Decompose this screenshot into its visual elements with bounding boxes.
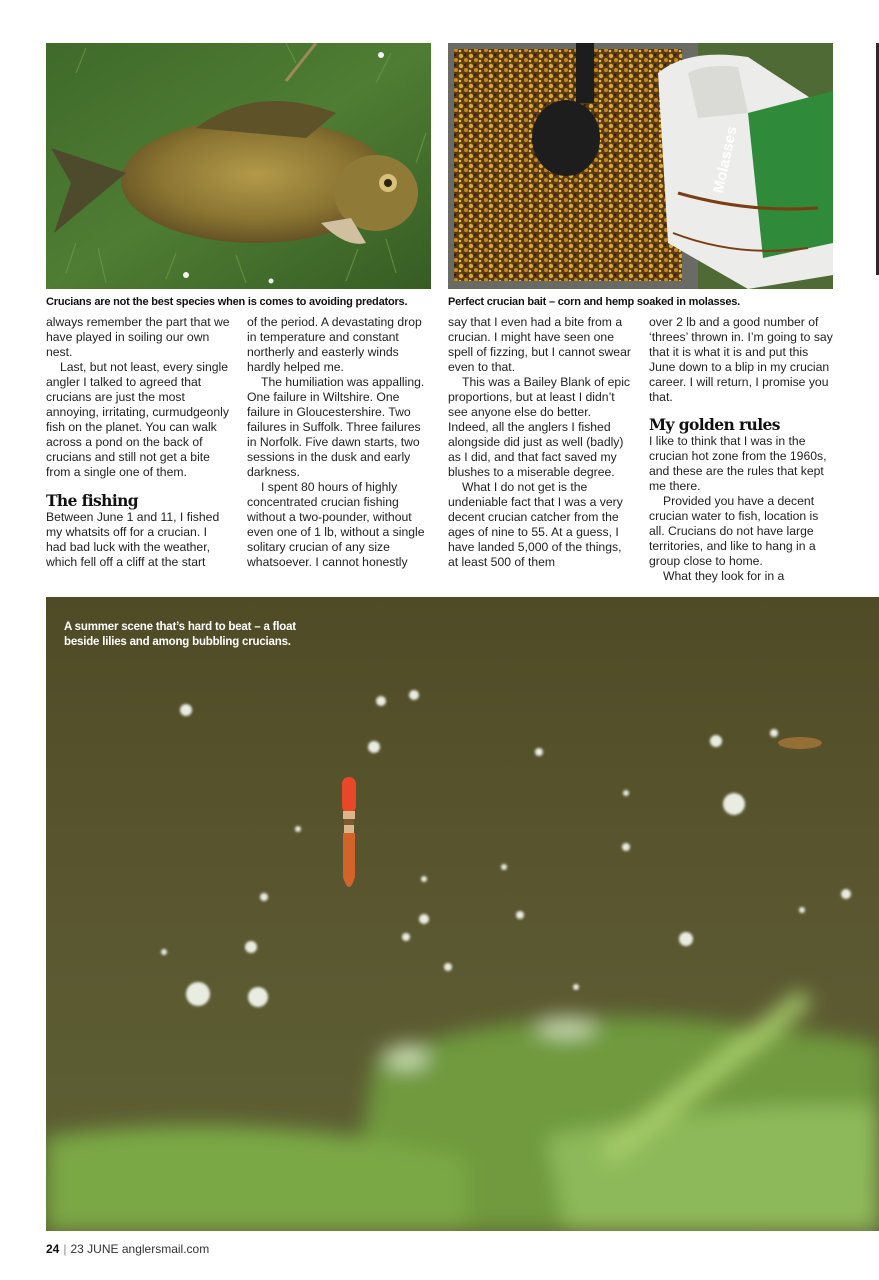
- dead-crucian-photo: [46, 43, 431, 289]
- float-lilies-photo: [46, 597, 879, 1231]
- caption-bait: Perfect crucian bait – corn and hemp soaked in molasses.: [448, 296, 741, 308]
- issue-date: 23 JUNE: [70, 1242, 119, 1256]
- paragraph: say that I even had a bite from a crucian. I might have seen one spell of fizzing, but I cannot swear even to that.: [448, 315, 631, 374]
- article-column-1: [46, 315, 230, 570]
- website: anglersmail.com: [121, 1242, 210, 1256]
- subheading-golden-rules: My golden rules: [649, 415, 780, 434]
- bait-molasses-photo: [448, 43, 833, 289]
- subheading-the-fishing: The fishing: [46, 491, 139, 510]
- paragraph: Last, but not least, every single angler I talked to agreed that crucians are just the most annoying, irritating, curmudgeonly fish on the planet. You can walk across a pond on the back of crucians and still not get a bite from a single one of them.: [46, 360, 229, 479]
- paragraph: over 2 lb and a good number of ‘threes’ thrown in. I’m going to say that it is what it is and put this June down to a blip in my crucian career. I will return, I promise you that.: [649, 315, 833, 404]
- paragraph: I spent 80 hours of highly concentrated crucian fishing without a two-pounder, without even one of 1 lb, without a single solitary crucian of any size whatsoever. I cannot honestly: [247, 480, 425, 569]
- paragraph: always remember the part that we have played in soiling our own nest.: [46, 315, 230, 359]
- page-number: 24: [46, 1242, 60, 1256]
- caption-fish: Crucians are not the best species when is comes to avoiding predators.: [46, 296, 408, 308]
- paragraph: Provided you have a decent crucian water to fish, location is all. Crucians do not have large territories, and like to hang in a group close to home.: [649, 494, 819, 568]
- article-column-3: [448, 315, 632, 570]
- paragraph: I like to think that I was in the crucian hot zone from the 1960s, and these are the rules that kept me there.: [649, 434, 827, 493]
- caption-float: A summer scene that’s hard to beat – a float beside lilies and among bubbling crucians.: [64, 621, 296, 648]
- paragraph: What I do not get is the undeniable fact that I was a very decent crucian catcher from the ages of nine to 55. At a guess, I have landed 5,000 of the things, at least 500 of them: [448, 480, 623, 569]
- paragraph: Between June 1 and 11, I fished my whatsits off for a crucian. I had bad luck with the weather, which fell off a cliff at the start: [46, 510, 220, 569]
- page-footer: 24 | 23 JUNE anglersmail.com: [46, 1242, 210, 1256]
- paragraph: This was a Bailey Blank of epic proportions, but at least I didn’t see anyone else do better. Indeed, all the anglers I fished alongside did just as well (badly) as I did, and that fact saved my blushes to a miserable degree.: [448, 375, 630, 479]
- paragraph: of the period. A devastating drop in temperature and constant northerly and easterly winds hardly helped me.: [247, 315, 422, 374]
- paragraph: What they look for in a: [663, 569, 785, 583]
- article-column-4: [649, 315, 833, 584]
- article-column-2: [247, 315, 431, 570]
- paragraph: The humiliation was appalling. One failure in Wiltshire. One failure in Gloucestershire. Two failures in Suffolk. Three failures in Norfolk. Five dawn starts, two sessions in the dusk and early darkness.: [247, 375, 425, 479]
- molasses-tub-label: Molasses: [710, 124, 741, 195]
